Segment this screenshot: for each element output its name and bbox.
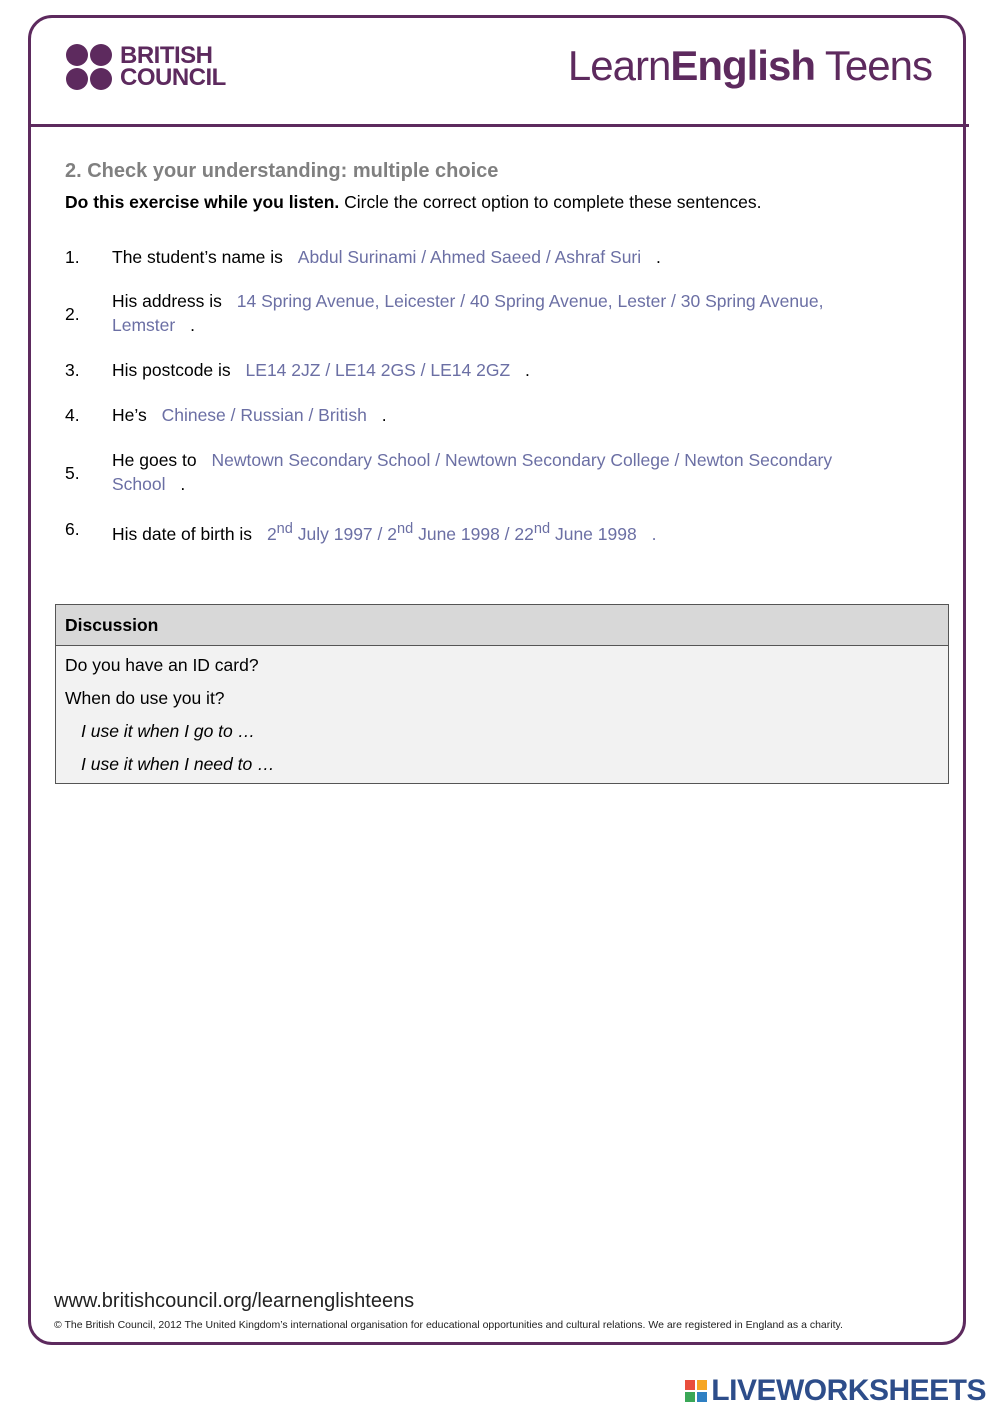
discussion-heading: Discussion [56, 605, 948, 646]
question-end: . [180, 474, 186, 494]
answer-options[interactable]: Newtown Secondary School / Newtown Secondary College / Newton Secondary School [112, 450, 833, 494]
footer-copyright: © The British Council, 2012 The United Kingdom’s international organisation for educational opportunities and cultural relations. We are registered in England as a charity. [54, 1319, 843, 1331]
answer-options[interactable]: LE14 2JZ / LE14 2GS / LE14 2GZ [245, 360, 511, 380]
instruction-bold: Do this exercise while you listen. [65, 192, 340, 212]
liveworksheets-text: LIVEWORKSHEETS [711, 1374, 986, 1407]
question-stem: He goes to [112, 450, 197, 470]
brand-suffix: Teens [815, 42, 932, 89]
discussion-box [55, 604, 949, 784]
answer-options[interactable]: Abdul Surinami / Ahmed Saeed / Ashraf Suri [297, 247, 642, 267]
brand-bold: English [670, 42, 815, 89]
question-end: . [381, 405, 387, 425]
footer-url: www.britishcouncil.org/learnenglishteens [54, 1290, 415, 1312]
question-stem: His date of birth is [112, 523, 253, 544]
question-stem: The student’s name is [112, 247, 283, 267]
question-stem: His postcode is [112, 360, 231, 380]
question-number: 5. [65, 463, 80, 483]
option-text: 2 [266, 523, 277, 544]
option-text: June 1998 / 22 [413, 523, 534, 544]
british-council-dots-icon [66, 44, 112, 90]
question-end: . [656, 247, 661, 267]
question-end: . [525, 360, 530, 380]
answer-options[interactable]: 14 Spring Avenue, Leicester / 40 Spring Avenue, Lester / 30 Spring Avenue, Lemster [112, 291, 824, 335]
header-divider [28, 124, 969, 127]
question-number: 1. [65, 247, 80, 267]
liveworksheets-icon [685, 1380, 707, 1402]
question-number: 4. [65, 405, 80, 425]
instructions [65, 192, 761, 213]
instruction-rest: Circle the correct option to complete these sentences. [339, 192, 762, 212]
discussion-prompt: I use it when I need to … [81, 754, 275, 774]
question-stem: He’s [112, 405, 147, 425]
question-end: . [190, 315, 195, 335]
question-number: 2. [65, 304, 80, 324]
option-text: July 1997 / 2 [292, 523, 397, 544]
discussion-prompt: I use it when I go to … [81, 721, 256, 741]
ordinal-suffix: nd [397, 521, 414, 537]
brand-light: Learn [567, 42, 671, 89]
question-stem: His address is [112, 291, 222, 311]
logo-line-1: BRITISH [120, 42, 213, 69]
discussion-question: When do use you it? [65, 688, 225, 708]
british-council-logo [66, 44, 226, 90]
logo-line-2: COUNCIL [120, 64, 226, 91]
question-number: 6. [65, 519, 80, 539]
question-end: . [651, 523, 657, 544]
section-title: 2. Check your understanding: multiple choice [65, 160, 499, 182]
ordinal-suffix: nd [276, 521, 293, 537]
learnenglish-teens-logo [568, 42, 932, 90]
answer-options[interactable]: Chinese / Russian / British [161, 405, 367, 425]
liveworksheets-watermark [685, 1374, 986, 1408]
option-text: June 1998 [550, 523, 637, 544]
question-number: 3. [65, 360, 80, 380]
answer-options[interactable] [257, 521, 647, 544]
ordinal-suffix: nd [533, 521, 551, 537]
discussion-question: Do you have an ID card? [65, 655, 259, 675]
